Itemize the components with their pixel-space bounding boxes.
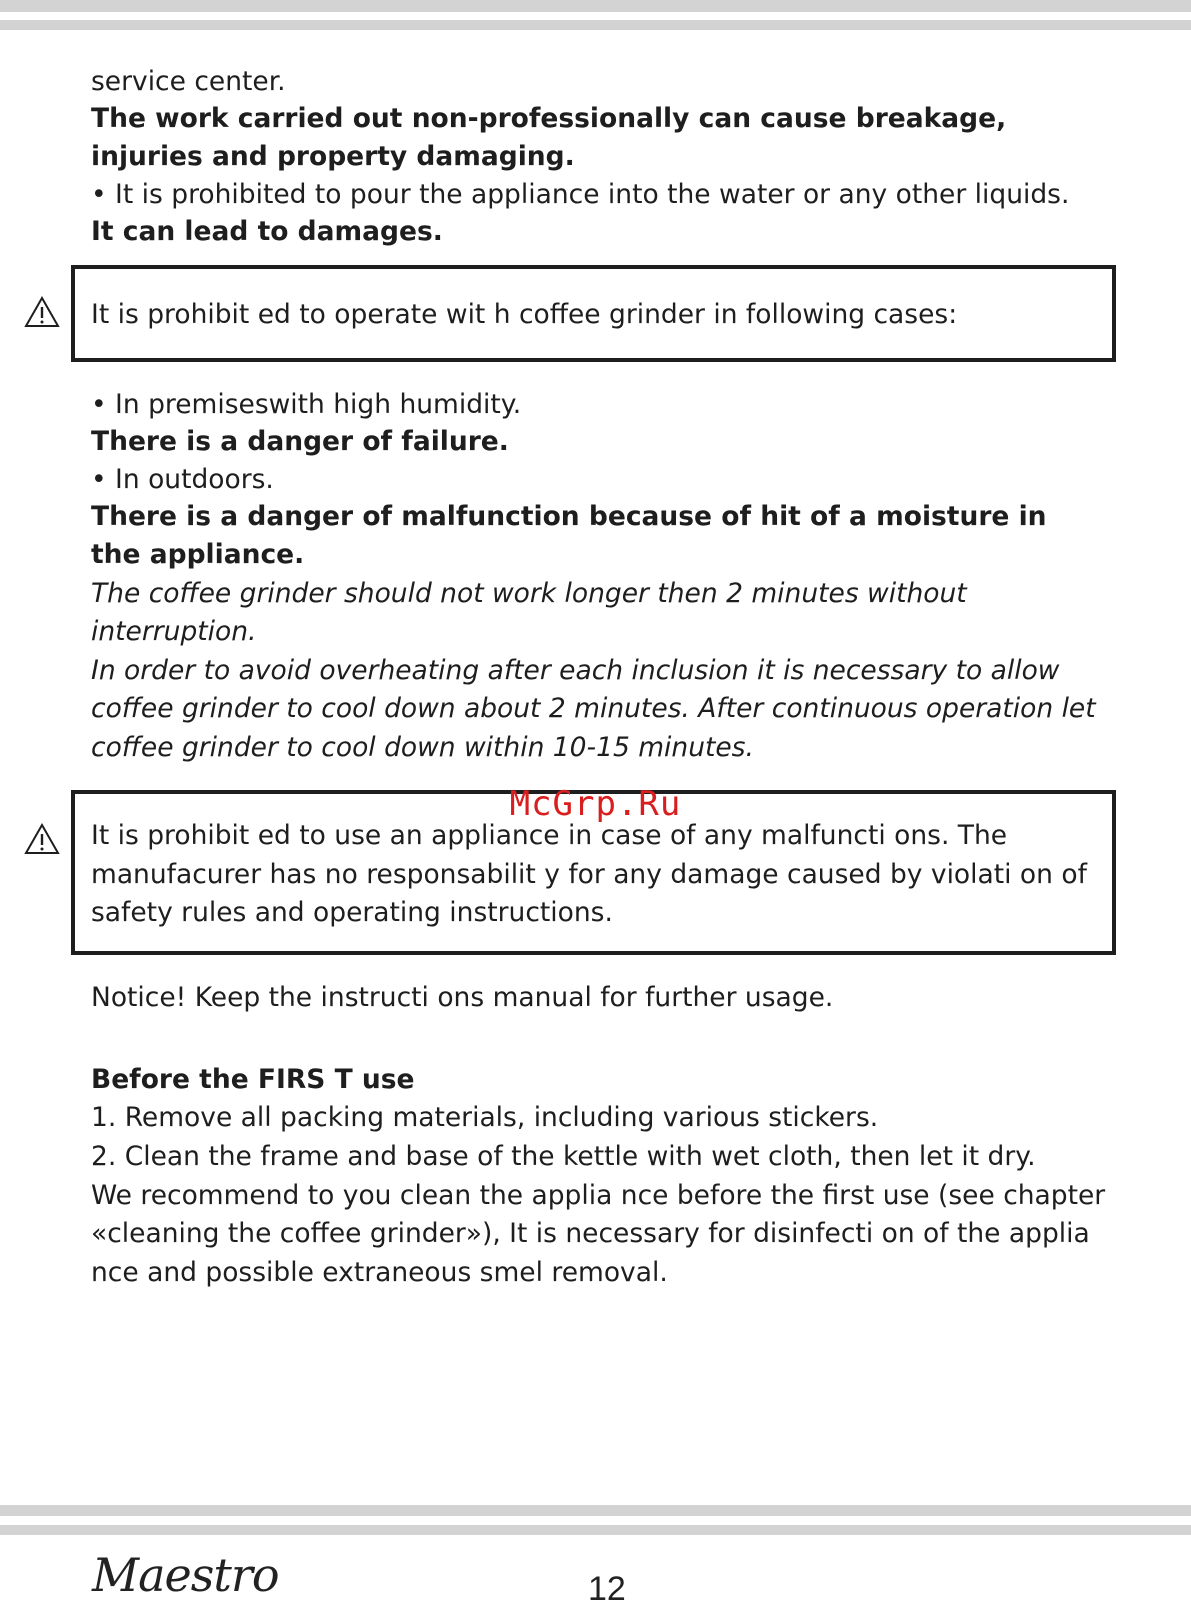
- warning-triangle-icon: [24, 823, 60, 855]
- warning-text: It is prohibit ed to operate wit h coffee grinder in following cases:: [91, 299, 958, 330]
- bullet-item: • In outdoors.: [91, 464, 274, 495]
- warning-text: It is prohibit ed to use an appliance in case of any malfuncti ons. The: [91, 820, 1008, 851]
- warning-text: safety rules and operating instructions.: [91, 897, 613, 928]
- brand-logo: Maestro: [92, 1548, 279, 1602]
- bullet-item: • It is prohibited to pour the appliance into the water or any other liquids.: [91, 179, 1070, 210]
- text-line-bold: the appliance.: [91, 539, 305, 570]
- text-line: service center.: [91, 66, 286, 97]
- notice-text: Notice! Keep the instructi ons manual for further usage.: [91, 982, 834, 1013]
- top-rule: [0, 0, 1191, 12]
- list-item: 1. Remove all packing materials, including various stickers.: [91, 1102, 879, 1133]
- page-number: 12: [588, 1570, 626, 1608]
- list-item: 2. Clean the frame and base of the kettle with wet cloth, then let it dry.: [91, 1141, 1036, 1172]
- text-line-bold: There is a danger of failure.: [91, 426, 509, 457]
- text-line: nce and possible extraneous smel removal.: [91, 1257, 668, 1288]
- bottom-rule-secondary: [0, 1525, 1191, 1535]
- text-line-italic: The coffee grinder should not work longer then 2 minutes without: [91, 578, 967, 609]
- text-line: We recommend to you clean the applia nce before the first use (see chapter: [91, 1180, 1106, 1211]
- section-heading: Before the FIRS T use: [91, 1064, 415, 1095]
- text-line-italic: interruption.: [91, 616, 257, 647]
- text-line-bold: There is a danger of malfunction because of hit of a moisture in: [91, 501, 1047, 532]
- warning-text: manufacurer has no responsabilit y for any damage caused by violati on of: [91, 859, 1087, 890]
- text-line: «cleaning the coffee grinder»), It is necessary for disinfecti on of the applia: [91, 1218, 1090, 1249]
- text-line-italic: In order to avoid overheating after each inclusion it is necessary to allow: [91, 655, 1060, 686]
- text-line-italic: coffee grinder to cool down within 10-15 minutes.: [91, 732, 754, 763]
- top-rule-secondary: [0, 20, 1191, 30]
- text-line-bold: It can lead to damages.: [91, 216, 443, 247]
- text-line-bold: injuries and property damaging.: [91, 141, 575, 172]
- bullet-item: • In premiseswith high humidity.: [91, 389, 522, 420]
- bottom-rule: [0, 1505, 1191, 1516]
- watermark: McGrp.Ru: [509, 784, 682, 824]
- warning-triangle-icon: [24, 296, 60, 328]
- text-line-italic: coffee grinder to cool down about 2 minutes. After continuous operation let: [91, 693, 1096, 724]
- text-line-bold: The work carried out non-professionally can cause breakage,: [91, 103, 1007, 134]
- warning-box: [71, 265, 1116, 362]
